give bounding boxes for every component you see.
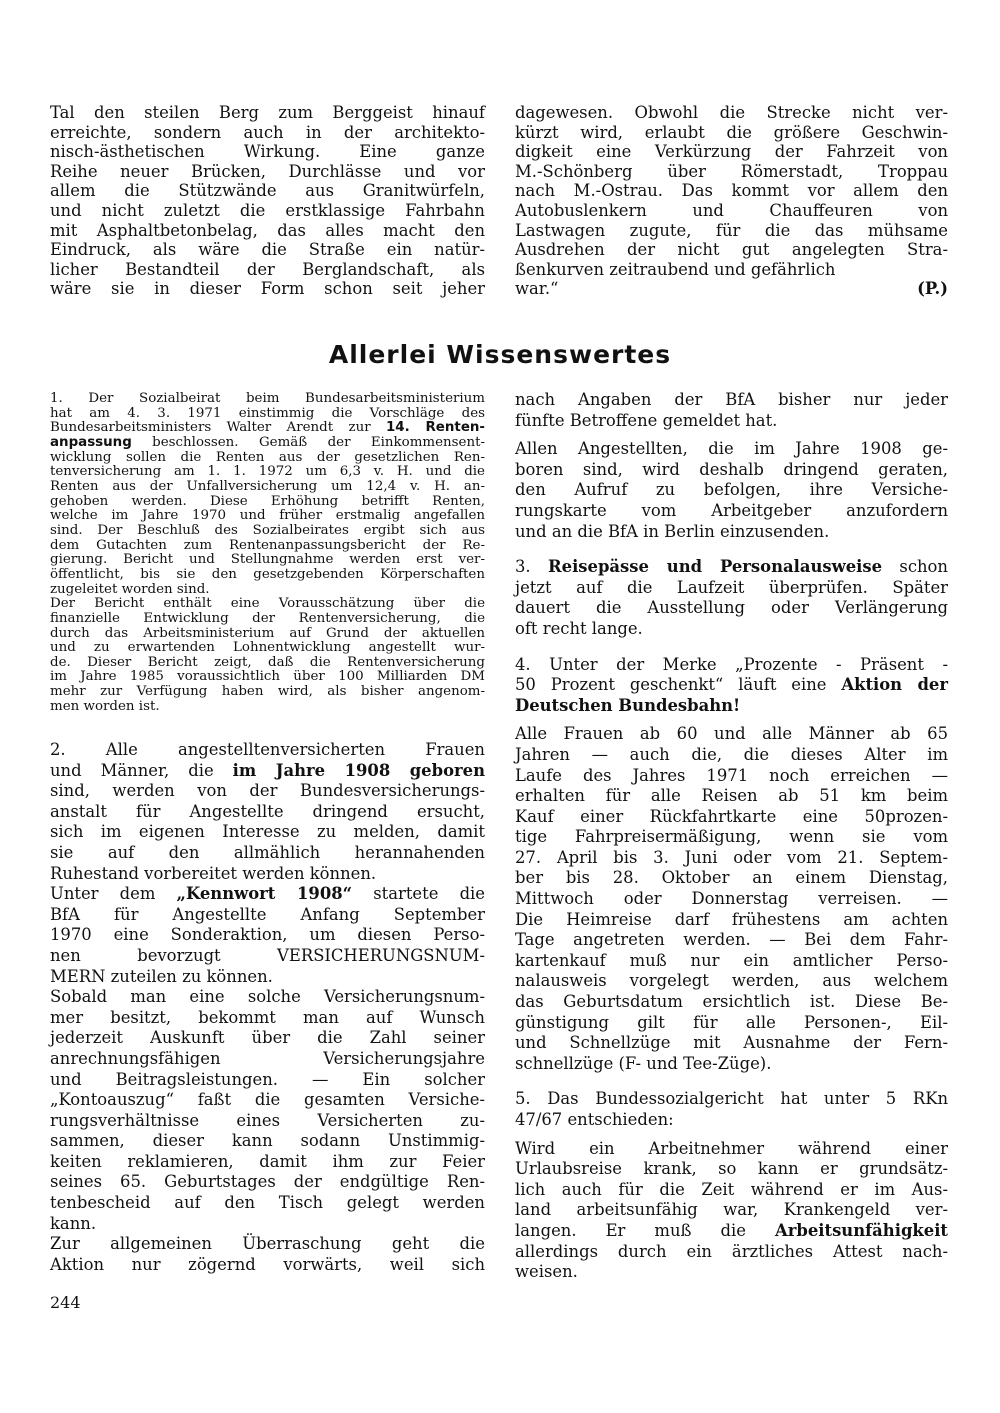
text-line: Die Heimreise darf frühestens am achten (515, 909, 948, 929)
text-line (515, 696, 948, 717)
text-line: nisch-ästhetischen Wirkung. Eine ganze (50, 142, 485, 162)
text-segment: langen. Er muß die (515, 1220, 776, 1240)
text-line: oft recht lange. (515, 618, 643, 638)
text-line: Jahren — auch die, die dieses Alter im (515, 744, 948, 764)
text-line: erreichte, sondern auch in der architekto- (50, 122, 485, 142)
text-line: Ausdrehen der nicht gut angelegten Stra- (515, 240, 948, 260)
text-line: 1. Der Sozialbeirat beim Bundesarbeitsministerium (50, 391, 485, 406)
bold-text: Arbeitsunfähigkeit (775, 1220, 948, 1240)
text-line: den Aufruf zu befolgen, ihre Versiche- (515, 480, 948, 500)
text-line: Allen Angestellten, die im Jahre 1908 ge- (515, 439, 948, 459)
text-line (50, 884, 485, 905)
text-line: 2. Alle angestelltenversicherten Frauen (50, 740, 485, 759)
text-line: Mittwoch oder Donnerstag verreisen. — (515, 889, 948, 909)
text-line: mehr zur Verfügung haben wird, als bisher angenom- (50, 684, 485, 700)
bold-text: Reisepässe und Personalausweise (548, 557, 883, 577)
text-line (515, 557, 948, 578)
page-number: 244 (50, 1293, 81, 1312)
text-line: 4. Unter der Merke „Prozente - Präsent - (515, 654, 948, 674)
text-line: tige Fahrpreisermäßigung, wenn sie vom (515, 827, 948, 847)
text-segment: beschlossen. Gemäß der Einkommensent- (131, 434, 485, 450)
text-line: nalausweis vorgelegt werden, aus welchem (515, 971, 948, 991)
text-line: rungskarte vom Arbeitgeber anzufordern (515, 500, 948, 520)
paragraph (515, 390, 948, 431)
text-line: Laufe des Jahres 1971 noch erreichen — (515, 765, 948, 785)
text-line: allerdings durch ein ärztliches Attest nach- (515, 1241, 948, 1261)
text-line: kann. (50, 1213, 97, 1233)
text-line: anrechnungsfähigen Versicherungsjahre (50, 1048, 485, 1068)
paragraph (515, 439, 948, 542)
text-line: und Schnellzüge mit Ausnahme der Fern- (515, 1033, 948, 1053)
text-line: dagewesen. Obwohl die Strecke nicht ver- (515, 103, 948, 122)
text-segment: Unter dem (50, 884, 177, 904)
text-line: erhalten für alle Reisen ab 51 km beim (515, 786, 948, 806)
text-line: Reihe neuer Brücken, Durchlässe und vor (50, 161, 485, 181)
text-line (50, 761, 485, 782)
text-line: sich im eigenen Interesse zu melden, damit (50, 822, 485, 842)
text-line: „Kontoauszug“ faßt die gesamten Versiche- (50, 1090, 485, 1110)
text-line: kürzt wird, erlaubt die größere Geschwin- (515, 122, 948, 142)
text-line: nach M.-Ostrau. Das kommt vor allem den (515, 181, 948, 201)
text-line: nen bevorzugt VERSICHERUNGSNUM- (50, 945, 485, 965)
text-line: kartenkauf muß nur ein amtlicher Perso- (515, 950, 948, 970)
text-line: das Geburtsdatum ersichtlich ist. Diese Be- (515, 992, 948, 1012)
text-line: Autobuslenkern und Chauffeuren von (515, 200, 948, 220)
item-1-small-text (50, 392, 485, 714)
text-line: öffentlicht, bis sie den gesetzgebenden Körperschaften (50, 566, 485, 582)
text-segment: 50 Prozent geschenkt“ läuft eine (515, 675, 842, 695)
text-line: tenbescheid auf den Tisch gelegt werden (50, 1193, 485, 1213)
text-line: im Jahre 1985 voraussichtlich über 100 Milliarden DM (50, 669, 485, 685)
text-line: de. Dieser Bericht zeigt, daß die Rentenversicherung (50, 654, 485, 670)
text-line: zugeleitet worden sind. (50, 581, 210, 597)
text-segment: startete die (352, 884, 485, 904)
text-line: Lastwagen zugute, für die das mühsame (515, 220, 948, 240)
text-segment: und Männer, die (50, 760, 233, 780)
text-line: Zur allgemeinen Überraschung geht die (50, 1234, 485, 1254)
paragraph (515, 103, 948, 279)
text-line: mer besitzt, bekommt man auf Wunsch (50, 1007, 485, 1027)
paragraph (50, 103, 485, 299)
paragraph (50, 1234, 485, 1275)
text-line: digkeit eine Verkürzung der Fahrzeit von (515, 142, 948, 162)
text-line: und Beitragsleistungen. — Ein solcher (50, 1069, 485, 1089)
text-line: 27. April bis 3. Juni oder vom 21. Septem- (515, 847, 948, 867)
text-line: seines 65. Geburtstages der endgültige Ren- (50, 1172, 485, 1192)
text-line: 47/67 entschieden: (515, 1110, 674, 1129)
text-line: MERN zuteilen zu können. (50, 966, 273, 986)
text-line: sammen, dieser kann sodann Unstimmig- (50, 1131, 485, 1151)
text-line: Urlaubsreise krank, so kann er grundsätz- (515, 1159, 948, 1179)
right-main-column (515, 390, 948, 1283)
text-line: gehoben werden. Diese Erhöhung betrifft Renten, (50, 493, 485, 509)
text-line: Renten aus der Unfallversicherung um 12,4 v. H. an- (50, 478, 485, 494)
text-line: und an die BfA in Berlin einzusenden. (515, 521, 830, 541)
text-line: und nicht zuletzt die erstklassige Fahrbahn (50, 200, 485, 220)
bold-text: „Kennwort 1908“ (176, 884, 353, 904)
text-line: mit Asphaltbetonbelag, das alles macht den (50, 220, 485, 240)
text-line: 1970 eine Sonderaktion, um diesen Perso- (50, 925, 485, 945)
text-line: sind. Der Beschluß des Sozialbeirates ergibt sich aus (50, 522, 485, 538)
text-line: ber bis 28. Oktober an einem Dienstag, (515, 868, 948, 888)
text-line: dauert die Ausstellung oder Verlängerung (515, 598, 948, 618)
text-line: Der Bericht enthält eine Vorausschätzung über die (50, 596, 485, 612)
text-segment: schon (882, 557, 948, 577)
text-line (515, 279, 948, 299)
section-title: Allerlei Wissenswertes (328, 340, 672, 369)
text-line: nach Angaben der BfA bisher nur jeder (515, 390, 948, 409)
text-line: rungsverhältnisse eines Versicherten zu- (50, 1110, 485, 1130)
paragraph (515, 557, 948, 639)
paragraph (515, 724, 948, 1074)
text-line: schnellzüge (F- und Tee-Züge). (515, 1053, 772, 1073)
text-line: 5. Das Bundessozialgericht hat unter 5 RKn (515, 1089, 948, 1109)
text-line: jederzeit Auskunft über die Zahl seiner (50, 1028, 485, 1048)
text-line: ßenkurven zeitraubend und gefährlich (515, 259, 836, 279)
text-line: M.-Schönberg über Römerstadt, Troppau (515, 161, 948, 181)
text-line: Ruhestand vorbereitet werden können. (50, 863, 377, 883)
bold-text: Deutschen Bundesbahn! (515, 695, 741, 715)
top-left-column (50, 103, 485, 299)
bold-text: 14. Renten- (385, 420, 485, 436)
top-right-text (515, 103, 948, 279)
text-line: finanzielle Entwicklung der Rentenversicherung, die (50, 610, 485, 626)
text-line: keiten reklamieren, damit ihm zur Feier (50, 1151, 485, 1171)
bold-text: im Jahre 1908 geboren (232, 760, 485, 780)
text-line: tenversicherung am 1. 1. 1972 um 6,3 v. H. und die (50, 464, 485, 480)
text-segment: 3. (515, 557, 549, 577)
paragraph (50, 392, 485, 597)
text-line: boren sind, wird deshalb dringend geraten, (515, 459, 948, 479)
text-line: dem Gutachten zum Rentenanpassungsbericht der Re- (50, 537, 485, 553)
text-line: durch das Arbeitsministerium auf Grund der aktuellen (50, 625, 485, 641)
paragraph (515, 1139, 948, 1283)
text-line: sind, werden von der Bundesversicherungs- (50, 781, 485, 801)
text-line: licher Bestandteil der Berglandschaft, als (50, 259, 485, 279)
text-line: welche im Jahre 1970 und früher erstmalig angefallen (50, 508, 485, 524)
text-line: wäre sie in dieser Form schon seit jeher (50, 279, 485, 299)
text-line: anstalt für Angestellte dringend ersucht, (50, 801, 485, 821)
text-line: men worden ist. (50, 698, 160, 714)
author-signature: (P.) (917, 279, 948, 299)
text-line: Sobald man eine solche Versicherungsnum- (50, 987, 485, 1007)
text-line: lich auch für die Zeit während er im Aus- (515, 1179, 948, 1199)
text-line (50, 421, 485, 436)
text-segment: Bundesarbeitsministers Walter Arendt zur (50, 420, 386, 436)
text-line: wicklung sollen die Renten aus der gesetzlichen Ren- (50, 449, 485, 465)
text-line: hat am 4. 3. 1971 einstimmig die Vorschläge des (50, 405, 485, 421)
text-line: Alle Frauen ab 60 und alle Männer ab 65 (515, 724, 948, 744)
left-main-column (50, 740, 485, 1275)
paragraph (50, 740, 485, 884)
paragraph (515, 1089, 948, 1130)
bold-text: Aktion der (841, 675, 948, 695)
text-line (50, 436, 485, 451)
text-line: land arbeitsunfähig war, Krankengeld ver- (515, 1200, 948, 1220)
paragraph (50, 987, 485, 1234)
paragraph (515, 655, 948, 717)
text-line: Tage angetreten werden. — Bei dem Fahr- (515, 930, 948, 950)
text-line: fünfte Betroffene gemeldet hat. (515, 410, 778, 430)
text-line: gierung. Bericht und Stellungnahme werden erst ver- (50, 552, 485, 568)
text-line: weisen. (515, 1262, 578, 1282)
text-line: Eindruck, als wäre die Straße ein natür- (50, 240, 485, 260)
text-line (515, 1221, 948, 1242)
top-right-column (515, 103, 948, 299)
text-line: Tal den steilen Berg zum Berggeist hinauf (50, 103, 485, 122)
text-line: Aktion nur zögernd vorwärts, weil sich (50, 1254, 485, 1274)
text-line: Wird ein Arbeitnehmer während einer (515, 1138, 948, 1158)
paragraph (50, 884, 485, 987)
text-line: sie auf den allmählich herannahenden (50, 842, 485, 862)
text-line: günstigung gilt für alle Personen-, Eil- (515, 1012, 948, 1032)
text-line (515, 675, 948, 696)
text-line: allem die Stützwände aus Granitwürfeln, (50, 181, 485, 201)
closing-quote-text: war.“ (515, 279, 559, 299)
text-line: Kauf einer Rückfahrtkarte eine 50prozen- (515, 806, 948, 826)
paragraph (50, 597, 485, 714)
text-line: BfA für Angestellte Anfang September (50, 904, 485, 924)
bold-text: anpassung (50, 434, 132, 450)
text-line: und zu erwartenden Lohnentwicklung angestellt wur- (50, 640, 485, 656)
text-line: jetzt auf die Laufzeit überprüfen. Später (515, 577, 948, 597)
